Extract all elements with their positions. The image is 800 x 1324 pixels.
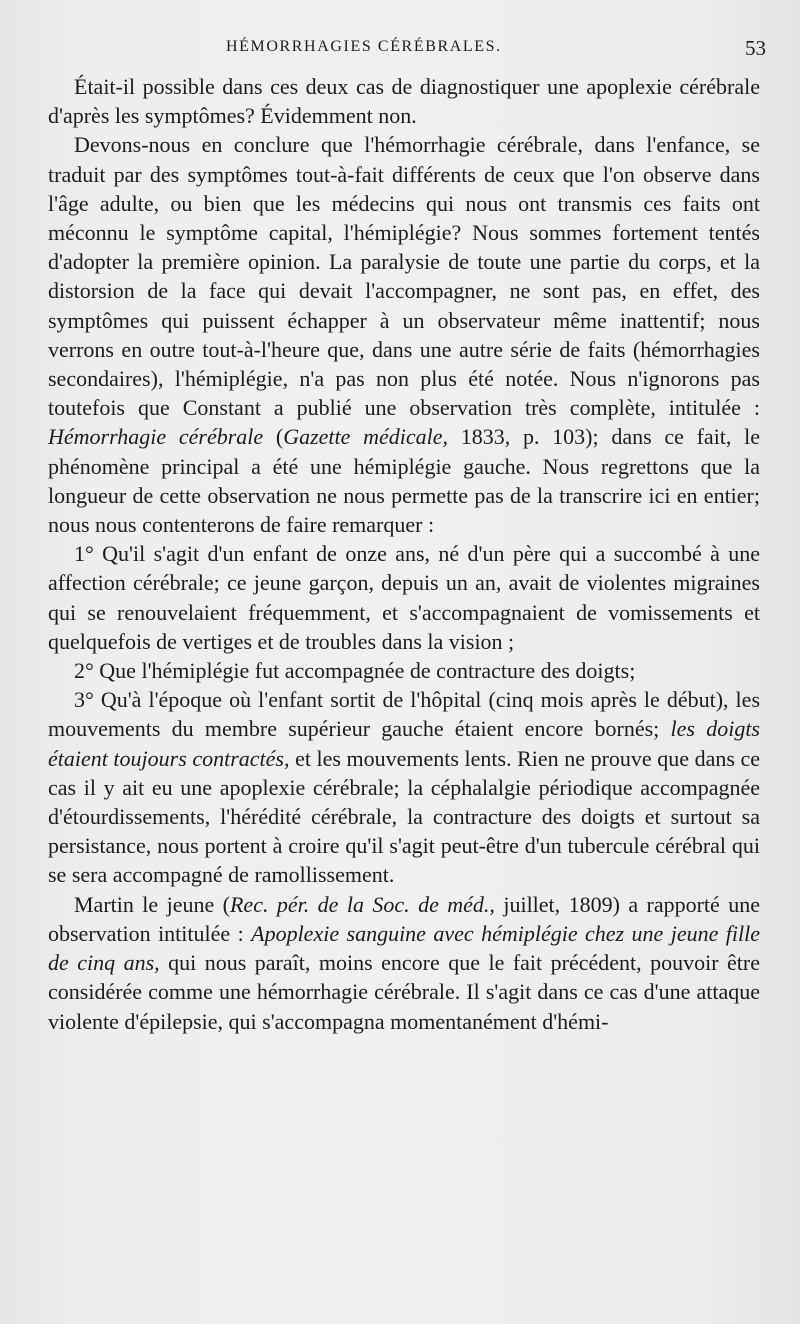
paragraph-text: juillet, 1809) a rapporté une observation intitulée : xyxy=(48,891,760,946)
paragraph-text: Martin le jeune ( xyxy=(74,891,230,917)
italic-citation: Rec. pér. de la Soc. de méd., xyxy=(229,891,495,917)
paragraph-text: 2° Que l'hémiplégie fut accompagnée de contracture des doigts; xyxy=(74,658,636,684)
running-title: HÉMORRHAGIES CÉRÉBRALES. xyxy=(226,38,502,55)
paragraph-martin-observation xyxy=(48,890,760,1036)
paragraph-point-3 xyxy=(48,685,760,889)
paragraph-text: 1833, p. 103); dans ce fait, le phénomène principal a été une hémiplégie gauche. Nous regrettons que la longueur de cette observation ne nous permette pas de la transcrire ici en entier; nous nous contenterons de faire remarquer : xyxy=(48,424,761,538)
paragraph-text: 1° Qu'il s'agit d'un enfant de onze ans, né d'un père qui a succombé à une affection cérébrale; ce jeune garçon, depuis un an, avait de violentes migraines qui se renouvelaient fréquemment, et s'accompagnaient de vomissements et quelquefois de vertiges et de troubles dans la vision ; xyxy=(48,541,760,654)
paragraph-text: 3° Qu'à l'époque où l'enfant sortit de l'hôpital (cinq mois après le début), les mouvements du membre supérieur gauche étaient encore bornés; xyxy=(48,687,760,742)
paragraph-point-2 xyxy=(48,656,760,685)
italic-title: Apoplexie sanguine avec hémiplégie chez une jeune fille de cinq ans, xyxy=(48,920,760,976)
italic-citation: Gazette médicale, xyxy=(283,424,449,450)
paragraph-text: Était-il possible dans ces deux cas de diagnostiquer une apoplexie cérébrale d'après les symptômes? Évidemment non. xyxy=(48,74,760,129)
paragraph-text: qui nous paraît, moins encore que le fait précédent, pouvoir être considérée comme une hémorrhagie cérébrale. Il s'agit dans ce cas d'une attaque violente d'épilepsie, qui s'accompagna momentanément d'hémi- xyxy=(48,950,760,1034)
italic-title: Hémorrhagie cérébrale xyxy=(48,424,264,450)
paragraph-text: ( xyxy=(263,424,284,450)
paragraph-text: Devons-nous en conclure que l'hémorrhagie cérébrale, dans l'enfance, se traduit par des symptômes tout-à-fait différents de ceux que l'on observe dans l'âge adulte, ou bien que les médecins qui nous ont transmis ces faits ont méconnu le symptôme capital, l'hémiplégie? Nous sommes fortement tentés d'adopter la première opinion. La paralysie de toute une partie du corps, et la distorsion de la face qui devait l'accompagner, ne sont pas, en effet, des symptômes qui puissent échapper à un observateur même inattentif; nous verrons en outre tout-à-l'heure que, dans une autre série de faits (hémorrhagies secondaires), l'hémiplégie, n'a pas non plus été notée. Nous n'ignorons pas toutefois que Constant a publié une observation très complète, intitulée : xyxy=(48,132,760,421)
paragraph-diagnosis-question xyxy=(48,72,760,130)
paragraph-hemorrhage-childhood xyxy=(48,130,760,539)
page-number: 53 xyxy=(745,36,766,60)
running-head xyxy=(48,38,766,62)
paragraph-text: et les mouvements lents. Rien ne prouve que dans ce cas il y ait eu une apoplexie cérébrale; la céphalalgie périodique accompagnée d'étourdissements, l'hérédité cérébrale, la contracture des doigts et surtout sa persistance, nous portent à croire qu'il s'agit peut-être d'un tubercule cérébral qui se sera accompagné de ramollissement. xyxy=(48,745,760,888)
body-text xyxy=(48,72,760,1036)
italic-quote: les doigts étaient toujours contractés, xyxy=(48,716,760,771)
paragraph-point-1 xyxy=(48,539,760,656)
